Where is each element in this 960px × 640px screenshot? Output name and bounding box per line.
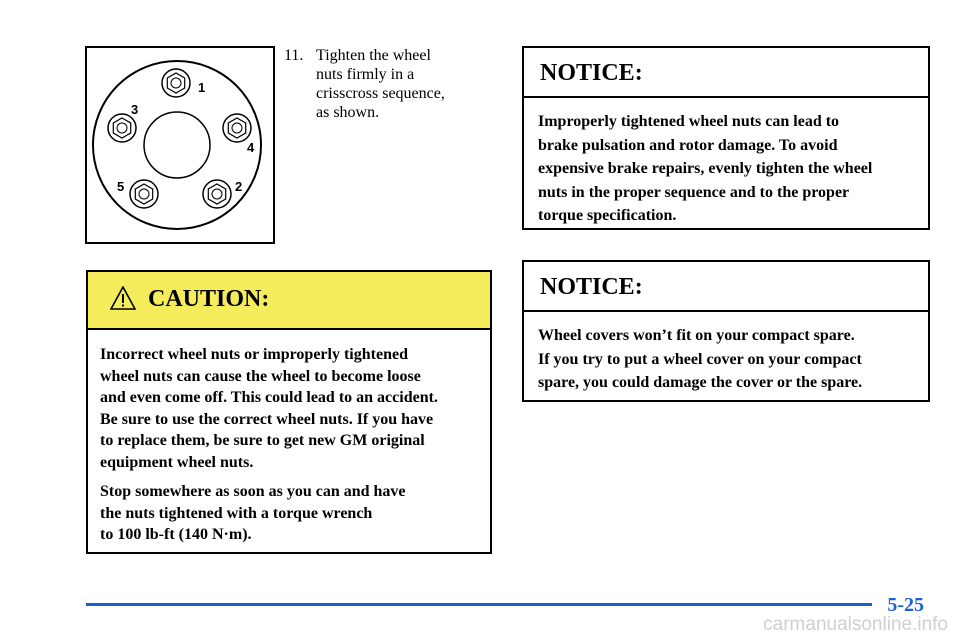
text-line: brake pulsation and rotor damage. To avoid (538, 136, 838, 154)
notice-header (524, 262, 928, 312)
caution-paragraph-2 (100, 481, 478, 546)
text-line: nuts in the proper sequence and to the proper (538, 183, 850, 201)
caution-title: CAUTION: (148, 286, 270, 312)
text-line: the nuts tightened with a torque wrench (100, 504, 373, 522)
caution-paragraph-1 (100, 344, 478, 473)
step-line: Tighten the wheel (316, 47, 431, 64)
caution-header (88, 272, 490, 330)
caution-body (88, 330, 490, 546)
text-line: Incorrect wheel nuts or improperly tightened (100, 346, 408, 363)
text-line: Improperly tightened wheel nuts can lead to (538, 113, 840, 130)
notice-box-wheel-cover (522, 260, 930, 402)
sequence-label-4: 4 (247, 140, 255, 155)
notice-paragraph (538, 324, 914, 395)
text-line: to 100 lb-ft (140 N·m). (100, 526, 252, 543)
text-line: torque specification. (538, 207, 677, 224)
page-number: 5-25 (887, 594, 924, 616)
text-line: spare, you could damage the cover or the spare. (538, 374, 863, 391)
text-line: If you try to put a wheel cover on your compact (538, 350, 862, 368)
watermark: carmanualsonline.info (763, 614, 948, 635)
text-line: wheel nuts can cause the wheel to become loose (100, 367, 421, 385)
text-line: Be sure to use the correct wheel nuts. If you have (100, 410, 434, 428)
text-line: to replace them, be sure to get new GM original (100, 432, 425, 449)
notice-body (524, 98, 928, 228)
notice-header (524, 48, 928, 98)
footer-rule (86, 603, 872, 606)
text-line: equipment wheel nuts. (100, 453, 254, 471)
lug-nut-5 (130, 180, 158, 208)
sequence-label-1: 1 (198, 80, 206, 95)
wheel-hub-diagram (87, 48, 273, 242)
notice-body (524, 312, 928, 395)
step-line: nuts firmly in a (316, 66, 415, 83)
notice-title: NOTICE: (540, 274, 643, 300)
notice-box-brake (522, 46, 930, 230)
caution-box (86, 270, 492, 554)
step-number: 11. (284, 47, 304, 64)
notice-paragraph (538, 110, 914, 228)
text-line: and even come off. This could lead to an accident. (100, 389, 438, 406)
center-bore (144, 112, 210, 178)
sequence-label-3: 3 (131, 102, 139, 117)
text-line: expensive brake repairs, evenly tighten the wheel (538, 160, 873, 177)
text-line: Stop somewhere as soon as you can and have (100, 483, 406, 500)
step-text (316, 46, 484, 122)
sequence-label-5: 5 (117, 179, 125, 194)
step-line: crisscross sequence, (316, 85, 445, 102)
lug-nut-2 (203, 180, 231, 208)
step-11 (284, 46, 484, 122)
lug-nut-4 (223, 114, 251, 142)
step-line: as shown. (316, 104, 380, 121)
text-line: Wheel covers won’t fit on your compact spare. (538, 327, 855, 344)
notice-title: NOTICE: (540, 60, 643, 86)
sequence-label-2: 2 (235, 179, 243, 194)
wheel-nut-sequence-figure (85, 46, 275, 244)
warning-triangle-icon (110, 286, 136, 310)
lug-nut-3 (108, 114, 136, 142)
lug-nut-1 (162, 69, 190, 97)
